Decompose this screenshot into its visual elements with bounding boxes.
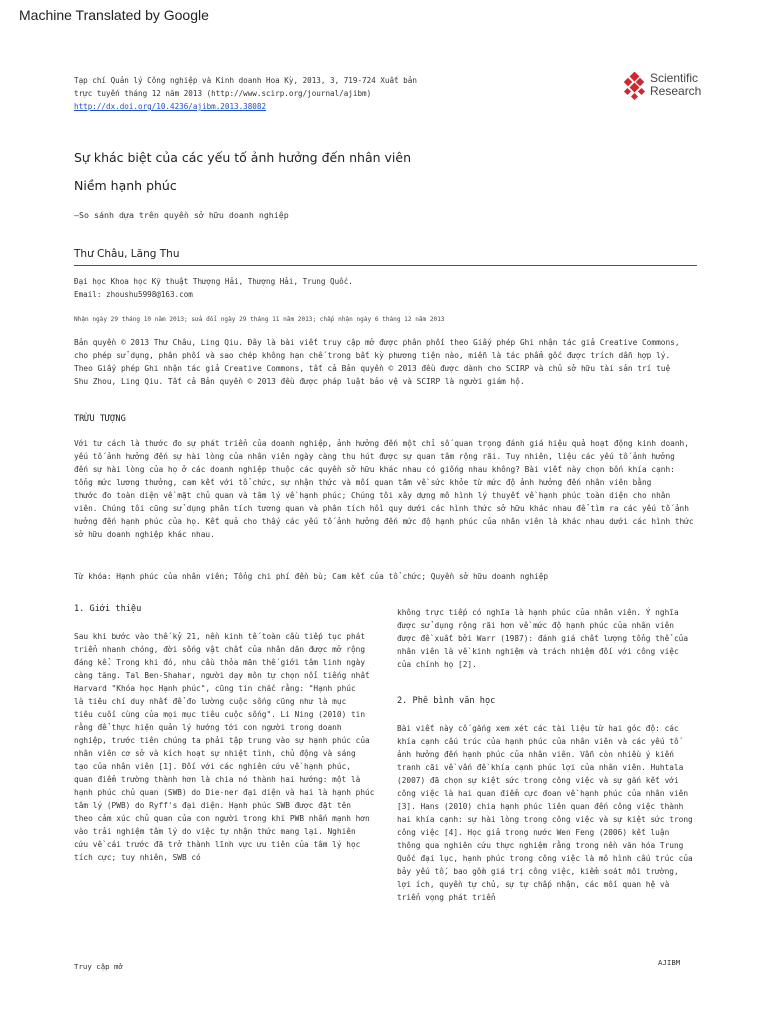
keywords: Từ khóa: Hạnh phúc của nhân viên; Tổng chi phí đền bù; Cam kết của tổ chức; Quyền sở hữu doanh nghiệp (74, 572, 549, 581)
body-line: công việc [4]. Học giả trong nước Wen Feng (2006) kết luận (397, 828, 670, 837)
body-line: triển vọng phát triển (397, 893, 496, 902)
scirp-logo-text (650, 72, 701, 98)
abstract-line: thước đo toàn diện về mặt chủ quan và tâm lý về hạnh phúc; Chúng tôi xây dựng mô hình lý thuyết về hạnh phúc toàn diện cho nhân (74, 491, 671, 500)
abstract-line: tổng mức lương thưởng, cam kết với tổ chức, sự nhận thức và mối quan tâm về sức khỏe từ mức độ ảnh hưởng đến nhân viên bằng (74, 478, 652, 487)
body-line: đáng kể. Trong khi đó, nhu cầu thỏa mãn thế giới tâm linh ngày (74, 658, 366, 667)
body-line: nhân viên là về kinh nghiệm và trách nhiệm đối với công việc (397, 647, 679, 656)
copyright-line: Shu Zhou, Ling Qiu. Tất cả Bản quyền © 2013 đều được pháp luật bảo vệ và SCIRP là người giám hộ. (74, 377, 525, 386)
body-line: thông qua nghiên cứu thực nghiệm rằng trong nền văn hóa Trung (397, 841, 684, 850)
body-line: được sử dụng rộng rãi hơn về mức độ hạnh phúc của nhân viên (397, 621, 674, 630)
body-line: tâm lý (PWB) do Ryff's đại diện. Hạnh phúc SWB được đặt tên (74, 801, 351, 810)
abstract-line: viên. Chúng tôi cũng sử dụng phân tích tương quan và phân tích hồi quy dưới các hình thức sở hữu khác nhau để tìm ra các yếu tố ảnh (74, 504, 689, 513)
paper-title-line2: Niềm hạnh phúc (74, 178, 177, 193)
body-line: công việc là hai quan điểm cực đoan về hạnh phúc của nhân viên (397, 789, 689, 798)
received-dates: Nhận ngày 29 tháng 10 năm 2013; sửa đổi ngày 29 tháng 11 năm 2013; chấp nhận ngày 6 tháng 12 năm 2013 (74, 316, 445, 323)
abstract-line: đến sự hài lòng của họ ở các doanh nghiệp thuộc các quyền sở hữu khác nhau có giống nhau không? Bài viết này chọn bốn khía cạnh: (74, 465, 675, 474)
body-line: Sau khi bước vào thế kỷ 21, nền kinh tế toàn cầu tiếp tục phát (74, 632, 366, 641)
right-column (397, 722, 697, 904)
scirp-logo-icon (622, 72, 648, 100)
body-line: không trực tiếp có nghĩa là hạnh phúc của nhân viên. Ý nghĩa (397, 608, 679, 617)
journal-header (74, 74, 554, 113)
logo-line1: Scientific (650, 71, 699, 85)
body-line: khía cạnh cấu trúc của hạnh phúc của nhân viên và các yếu tố (397, 737, 679, 746)
section-1-heading: 1. Giới thiệu (74, 604, 142, 614)
banner-text: Machine Translated by Google (19, 7, 209, 23)
abstract-line: yếu tố ảnh hưởng đến sự hài lòng của nhân viên ngày càng thu hút được sự quan tâm rộng rãi. Tuy nhiên, liệu các yếu tố ảnh hưởng (74, 452, 675, 461)
copyright-line: Theo Giấy phép Ghi nhận tác giả Creative Commons, tất cả Bản quyền © 2013 đều được dành cho SCIRP và chủ sở hữu tài sản trí tuệ (74, 364, 671, 373)
body-line: vào trải nghiệm tâm lý do việc tự nhận thức mang lại. Nghiên (74, 827, 356, 836)
abstract-line: sở hữu doanh nghiệp khác nhau. (74, 530, 215, 539)
body-line: ảnh hưởng đến hạnh phúc của nhân viên. Vẫn còn nhiều ý kiến (397, 750, 674, 759)
abstract-line: Với tư cách là thước đo sự phát triển của doanh nghiệp, ảnh hưởng đến một chỉ số quan trọng đánh giá hiệu quả hoạt động kinh doanh, (74, 439, 689, 448)
left-column (74, 630, 374, 864)
journal-citation-line1: Tạp chí Quản lý Công nghiệp và Kinh doanh Hoa Kỳ, 2013, 3, 719-724 Xuất bản (74, 76, 417, 85)
section-2-heading: 2. Phê bình văn học (397, 696, 496, 706)
copyright-block (74, 336, 700, 388)
body-line: triển nhanh chóng, đời sống vật chất của nhân dân được mở rộng (74, 645, 366, 654)
body-line: tiêu cuối cùng của mọi mục tiêu cuộc sống". Li Ning (2010) tin (74, 710, 366, 719)
copyright-line: cho phép sử dụng, phân phối và sao chép không hạn chế trong bất kỳ phương tiện nào, miễn là tác phẩm gốc được trích dẫn hợp lý. (74, 351, 671, 360)
body-line: tranh cãi về vấn đề khía cạnh phúc lợi của nhân viên. Huhtala (397, 763, 684, 772)
body-line: (2007) đã chọn sự kiệt sức trong công việc và sự gắn kết với (397, 776, 679, 785)
logo-line2: Research (650, 84, 702, 98)
body-line: hạnh phúc chủ quan (SWB) do Die-ner đại diện và hai là hạnh phúc (74, 788, 375, 797)
affiliation-email: Email: zhoushu5998@163.com (74, 290, 193, 299)
body-line: hai khía cạnh: sự hài lòng trong công việc và sự kiệt sức trong (397, 815, 693, 824)
body-line: tạo của nhân viên [1]. Đối với các nghiên cứu về hạnh phúc, (74, 762, 351, 771)
body-line: được đề xuất bởi Warr (1987): đánh giá chất lượng tổng thể của (397, 634, 689, 643)
body-line: quan điểm trường thành hơn là chia nó thành hai hướng: một là (74, 775, 361, 784)
journal-citation-line2: trực tuyến tháng 12 năm 2013 (http://www.scirp.org/journal/ajibm) (74, 89, 372, 98)
translation-banner (0, 0, 768, 30)
copyright-line: Bản quyền © 2013 Thư Châu, Ling Qiu. Đây là bài viết truy cập mở được phân phối theo Giấy phép Ghi nhận tác giả Creative Commons, (74, 338, 680, 347)
divider (74, 265, 697, 266)
body-line: nhân viên cơ sở và kích hoạt sự nhiệt tình, chủ động và sáng (74, 749, 356, 758)
body-line: Quốc đại lục, hạnh phúc trong công việc là mô hình cấu trúc của (397, 854, 693, 863)
body-line: cứu về cái trước đã trở thành lĩnh vực ưu tiên của tâm lý học (74, 840, 361, 849)
body-line: tích cực; tuy nhiên, SWB có (74, 853, 201, 862)
body-line: [3]. Hans (2010) chia hạnh phúc liên quan đến công việc thành (397, 802, 684, 811)
affiliation (74, 275, 353, 301)
right-column-intro (397, 606, 697, 671)
body-line: bảy yếu tố, bao gồm giá trị công việc, kiểm soát môi trường, (397, 867, 679, 876)
body-line: lợi ích, quyền tự chủ, sự tự chấp nhận, các mối quan hệ và (397, 880, 670, 889)
body-line: càng tăng. Tal Ben-Shahar, người dạy môn tự chọn nổi tiếng nhất (74, 671, 370, 680)
body-line: rằng để thực hiện quản lý hướng tới con người trong doanh (74, 723, 342, 732)
doi-link[interactable]: http://dx.doi.org/10.4236/ajibm.2013.38082 (74, 102, 267, 111)
body-line: Harvard "Khóa học Hạnh phúc", cũng tin chắc rằng: "Hạnh phúc (74, 684, 356, 693)
abstract-heading: TRỪU TƯỢNG (74, 414, 126, 424)
affiliation-line1: Đại học Khoa học Kỹ thuật Thượng Hải, Thượng Hải, Trung Quốc. (74, 277, 353, 286)
footer-journal: AJIBM (658, 958, 681, 967)
footer-open-access: Truy cập mở (74, 962, 123, 971)
paper-subtitle: —So sánh dựa trên quyền sở hữu doanh nghiệp (74, 210, 289, 220)
authors: Thư Châu, Lăng Thu (74, 248, 180, 260)
abstract-line: hưởng đến hạnh phúc của họ. Kết quả cho thấy các yếu tố ảnh hưởng đến mức độ hạnh phúc của nhân viên là khác nhau dưới các hình thức (74, 517, 694, 526)
abstract-body (74, 437, 700, 541)
body-line: Bài viết này cố gắng xem xét các tài liệu từ hai góc độ: các (397, 724, 679, 733)
body-line: của chính họ [2]. (397, 660, 477, 669)
body-line: theo cảm xúc chủ quan của con người trong khi PWB nhấn mạnh hơn (74, 814, 370, 823)
scirp-logo (622, 72, 732, 102)
paper-title-line1: Sự khác biệt của các yếu tố ảnh hưởng đến nhân viên (74, 150, 411, 165)
body-line: nghiệp, trước tiên chúng ta phải tập trung vào sự hạnh phúc của (74, 736, 370, 745)
body-line: là tiêu chí duy nhất để đo lường cuộc sống cũng như là mục (74, 697, 347, 706)
